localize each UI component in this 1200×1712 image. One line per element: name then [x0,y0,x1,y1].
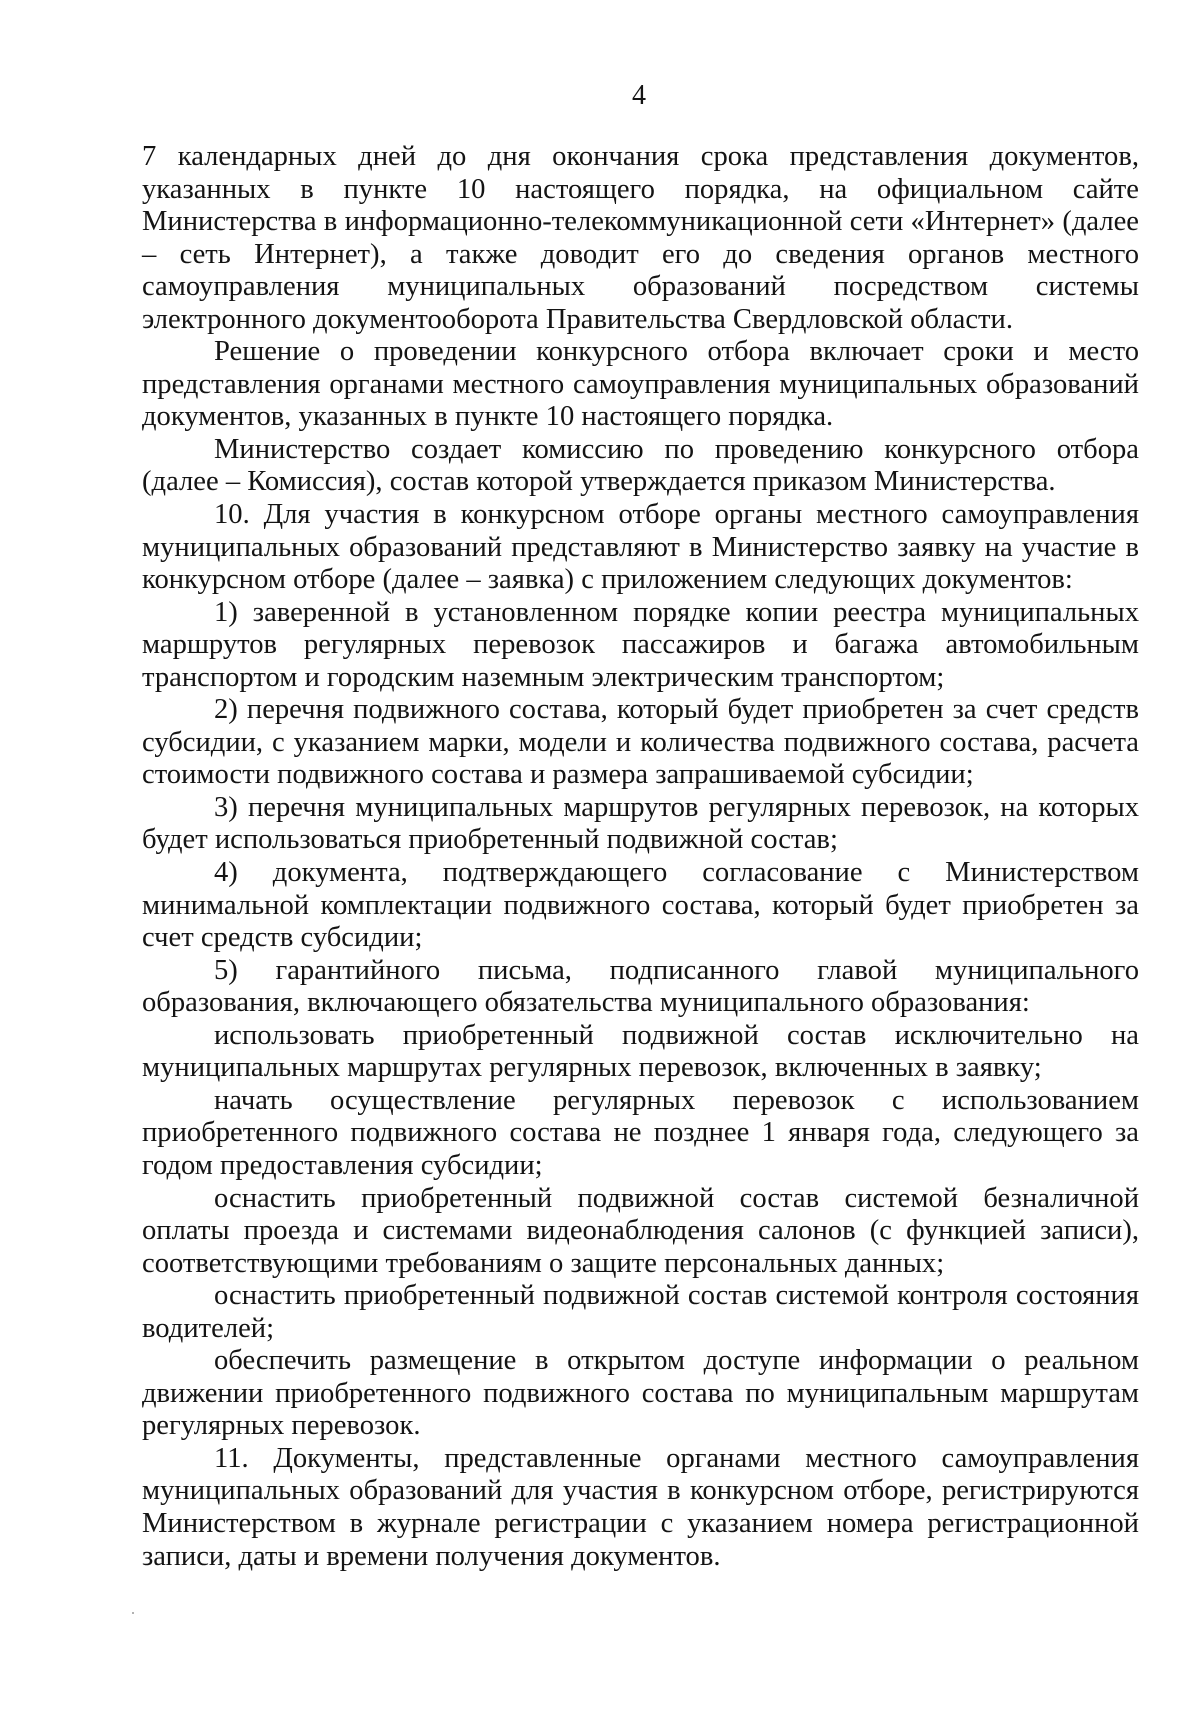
obligation-payment-video: оснастить приобретенный подвижной состав системой безналичной оплаты проезда и системами видеонаблюдения салонов (с функцией записи), соответствующими требованиям о защите персональных данных; [142,1182,1139,1279]
list-item-2: 2) перечня подвижного состава, который будет приобретен за счет средств субсидии, с указанием марки, модели и количества подвижного состава, расчета стоимости подвижного состава и размера запрашиваемой субсидии; [142,694,1139,791]
paragraph-selection-decision: Решение о проведении конкурсного отбора включает сроки и место представления органами местного самоуправления муниципальных образований документов, указанных в пункте 10 настоящего порядка. [142,336,1139,433]
page-number: 4 [632,80,646,111]
obligation-driver-control: оснастить приобретенный подвижной состав системой контроля состояния водителей; [142,1280,1139,1344]
list-item-1: 1) заверенной в установленном порядке копии реестра муниципальных маршрутов регулярных перевозок пассажиров и багажа автомобильным транспортом и городским наземным электрическим транспортом; [142,596,1139,693]
obligation-start-transport: начать осуществление регулярных перевозок с использованием приобретенного подвижного состава не позднее 1 января года, следующего за годом предоставления субсидии; [142,1084,1139,1181]
document-body [142,141,1139,1573]
obligation-use-vehicles: использовать приобретенный подвижной состав исключительно на муниципальных маршрутах регулярных перевозок, включенных в заявку; [142,1019,1139,1084]
list-item-3: 3) перечня муниципальных маршрутов регулярных перевозок, на которых будет использоваться приобретенный подвижной состав; [142,791,1139,856]
paragraph-clause-11: 11. Документы, представленные органами местного самоуправления муниципальных образований для участия в конкурсном отборе, регистрируются Министерством в журнале регистрации с указанием номера регистрационной записи, даты и времени получения документов. [142,1442,1139,1572]
paragraph-clause-10: 10. Для участия в конкурсном отборе органы местного самоуправления муниципальных образований представляют в Министерство заявку на участие в конкурсном отборе (далее – заявка) с приложением следующих документов: [142,499,1139,596]
scan-speck [132,1612,134,1614]
list-item-4: 4) документа, подтверждающего согласование с Министерством минимальной комплектации подвижного состава, который будет приобретен за счет средств субсидии; [142,857,1139,954]
paragraph-commission: Министерство создает комиссию по проведению конкурсного отбора (далее – Комиссия), состав которой утверждается приказом Министерства. [142,433,1139,498]
paragraph-publication-notice: 7 календарных дней до дня окончания срока представления документов, указанных в пункте 10 настоящего порядка, на официальном сайте Министерства в информационно-телекоммуникационной сети «Интернет» (далее – сеть Интернет), а также доводит его до сведения органов местного самоуправления муниципальных образований посредством системы электронного документооборота Правительства Свердловской области. [142,141,1139,335]
obligation-open-info: обеспечить размещение в открытом доступе информации о реальном движении приобретенного подвижного состава по муниципальным маршрутам регулярных перевозок. [142,1345,1139,1442]
list-item-5: 5) гарантийного письма, подписанного главой муниципального образования, включающего обязательства муниципального образования: [142,954,1139,1019]
